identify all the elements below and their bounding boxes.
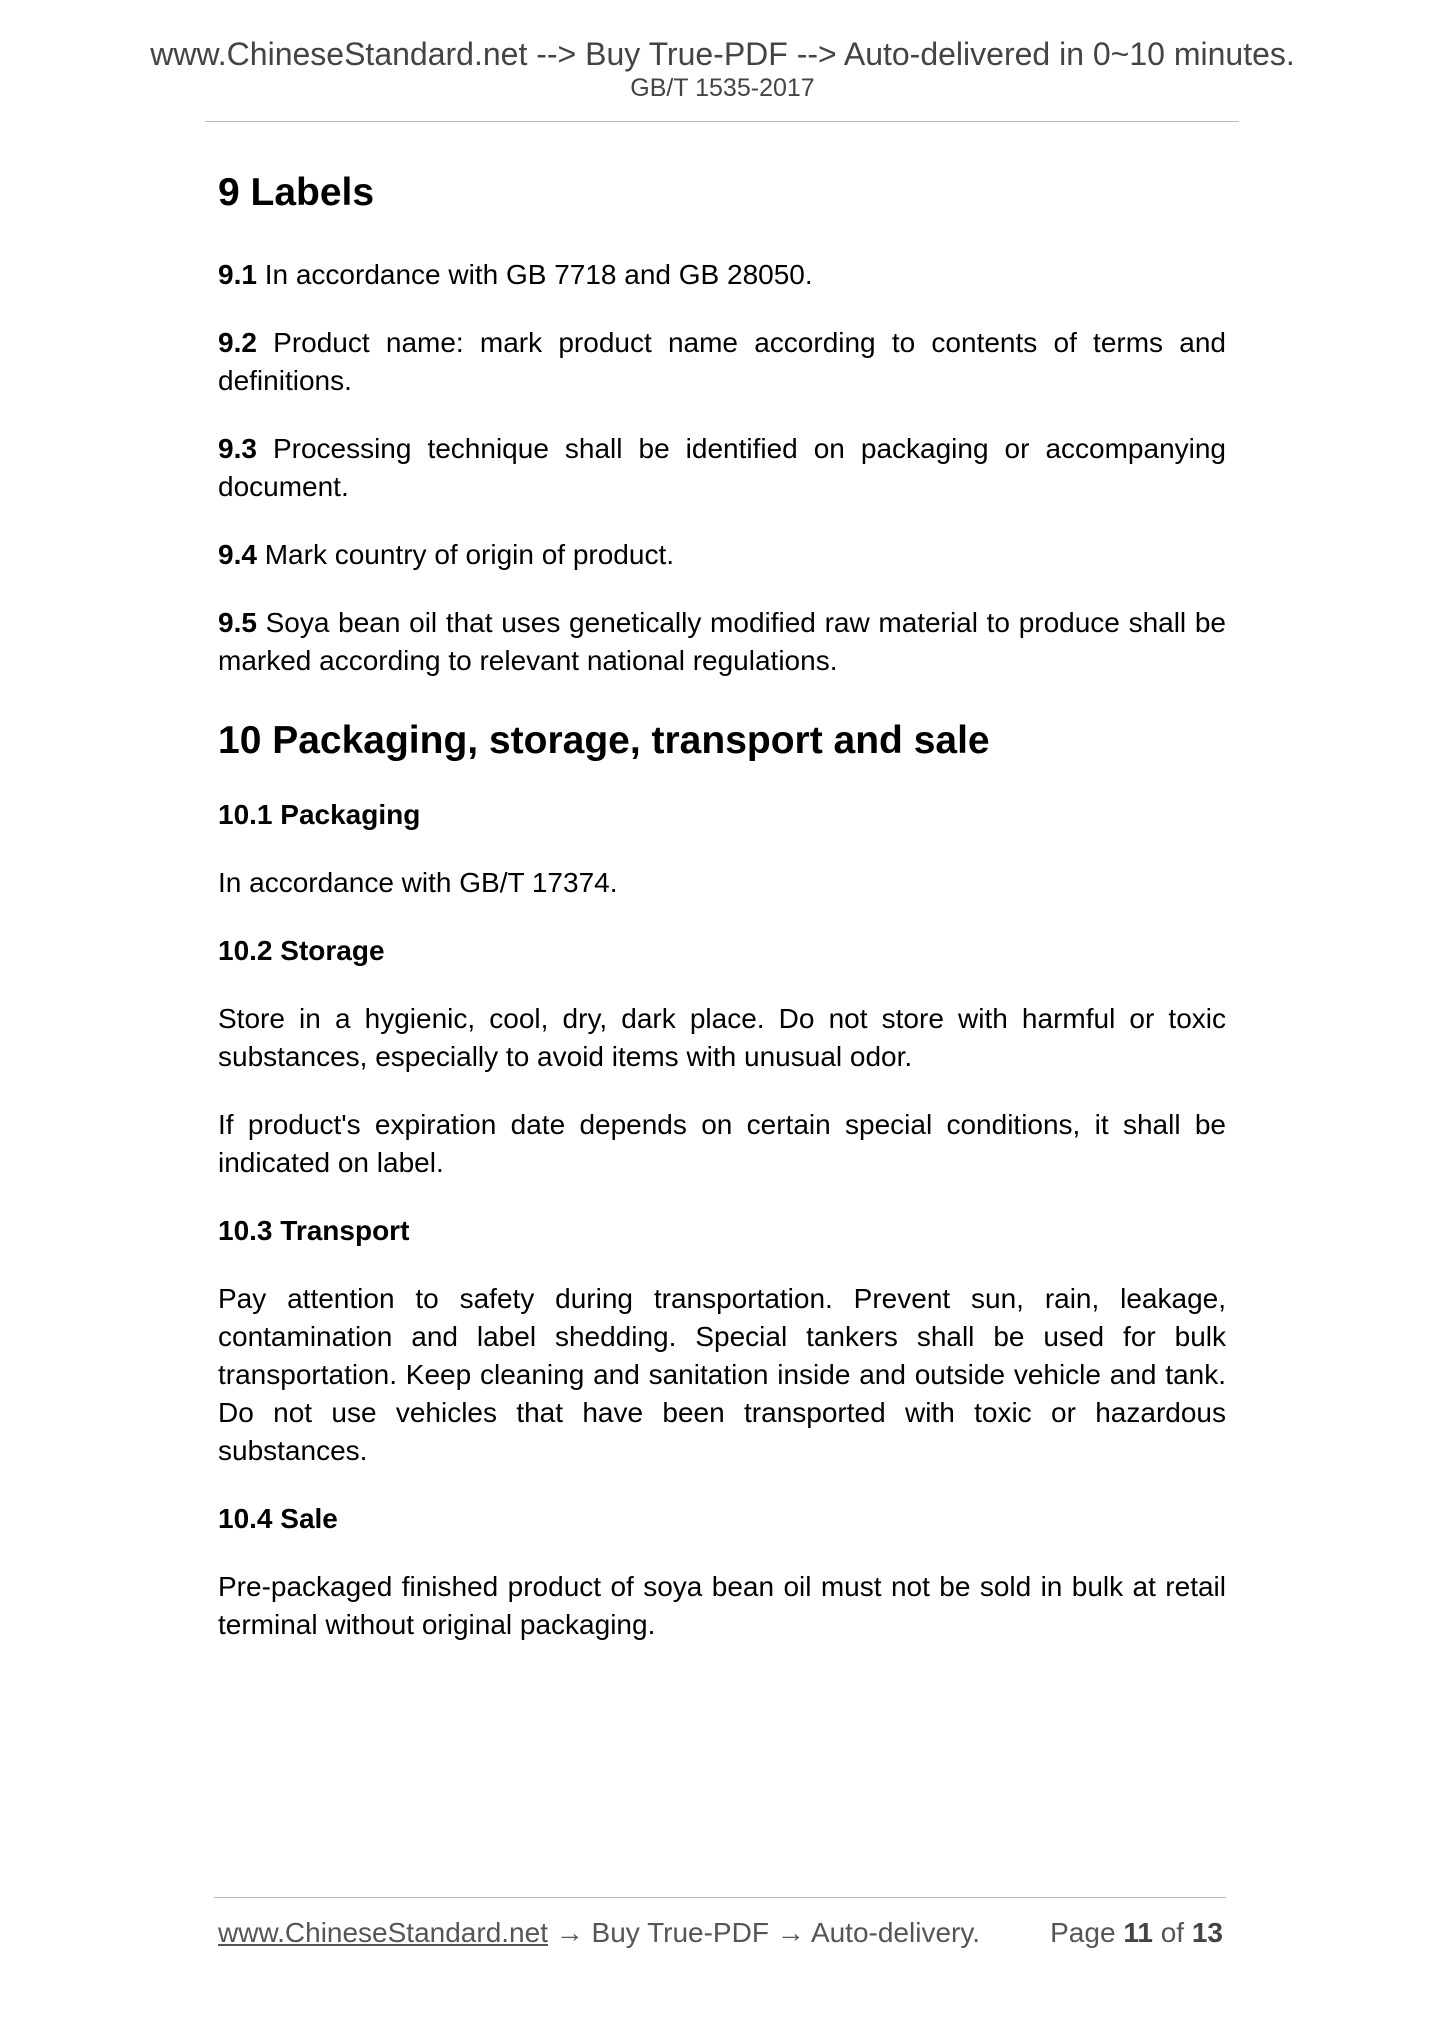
arrow-right-icon: →: [776, 1917, 805, 1948]
delivery-text: Auto-delivery.: [804, 1917, 981, 1948]
clause-number: 9.4: [218, 539, 257, 570]
page-of-label: of: [1160, 1917, 1185, 1948]
page-indicator: [1050, 1914, 1223, 1952]
clause-number: 9.5: [218, 607, 257, 638]
footer-promo: [218, 1914, 980, 1952]
storage-text-1: Store in a hygienic, cool, dry, dark place. Do not store with harmful or toxic substances, especially to avoid items with unusual odor.: [218, 1003, 1226, 1072]
page-label: Page: [1050, 1917, 1116, 1948]
header-banner: www.ChineseStandard.net --> Buy True-PDF --> Auto-delivered in 0~10 minutes.: [150, 36, 1295, 72]
buy-text: Buy True-PDF: [583, 1917, 777, 1948]
clause-9-1: [218, 256, 1226, 294]
clause-9-3: [218, 430, 1226, 506]
packaging-text: In accordance with GB/T 17374.: [218, 867, 618, 898]
clause-text: In accordance with GB 7718 and GB 28050.: [256, 259, 813, 290]
clause-number: 9.2: [218, 327, 257, 358]
footer-divider: [214, 1897, 1226, 1898]
site-link[interactable]: www.ChineseStandard.net: [218, 1917, 548, 1948]
subsection-packaging-heading: 10.1 Packaging: [218, 799, 421, 830]
sale-text: Pre-packaged finished product of soya bean oil must not be sold in bulk at retail terminal without original packaging.: [218, 1571, 1226, 1640]
clause-9-2: [218, 324, 1226, 400]
clause-number: 9.3: [218, 433, 257, 464]
clause-9-4: [218, 536, 1226, 574]
subsection-transport-heading: 10.3 Transport: [218, 1215, 410, 1246]
page-content: [218, 168, 1226, 1644]
document-code: GB/T 1535-2017: [630, 74, 815, 102]
page-total: 13: [1191, 1917, 1223, 1948]
section-9-title: 9 Labels: [218, 171, 375, 214]
subsection-sale-heading: 10.4 Sale: [218, 1503, 338, 1534]
subsection-storage-heading: 10.2 Storage: [218, 935, 385, 966]
clause-text: Product name: mark product name according to contents of terms and definitions.: [218, 327, 1226, 396]
clause-number: 9.1: [218, 259, 257, 290]
header-divider: [205, 121, 1239, 122]
clause-text: Mark country of origin of product.: [256, 539, 675, 570]
clause-9-5: [218, 604, 1226, 680]
clause-text: Processing technique shall be identified on packaging or accompanying document.: [218, 433, 1226, 502]
transport-text: Pay attention to safety during transportation. Prevent sun, rain, leakage, contamination and label shedding. Special tankers shall be used for bulk transportation. Keep cleaning and sanitation inside and outside vehicle and tank. Do not use vehicles that have been transported with toxic or hazardous substances.: [218, 1283, 1226, 1466]
arrow-right-icon: →: [555, 1917, 584, 1948]
storage-text-2: If product's expiration date depends on certain special conditions, it shall be indicated on label.: [218, 1109, 1226, 1178]
page-current: 11: [1123, 1917, 1153, 1948]
clause-text: Soya bean oil that uses genetically modified raw material to produce shall be marked according to relevant national regulations.: [218, 607, 1226, 676]
section-10-title: 10 Packaging, storage, transport and sale: [218, 719, 990, 762]
